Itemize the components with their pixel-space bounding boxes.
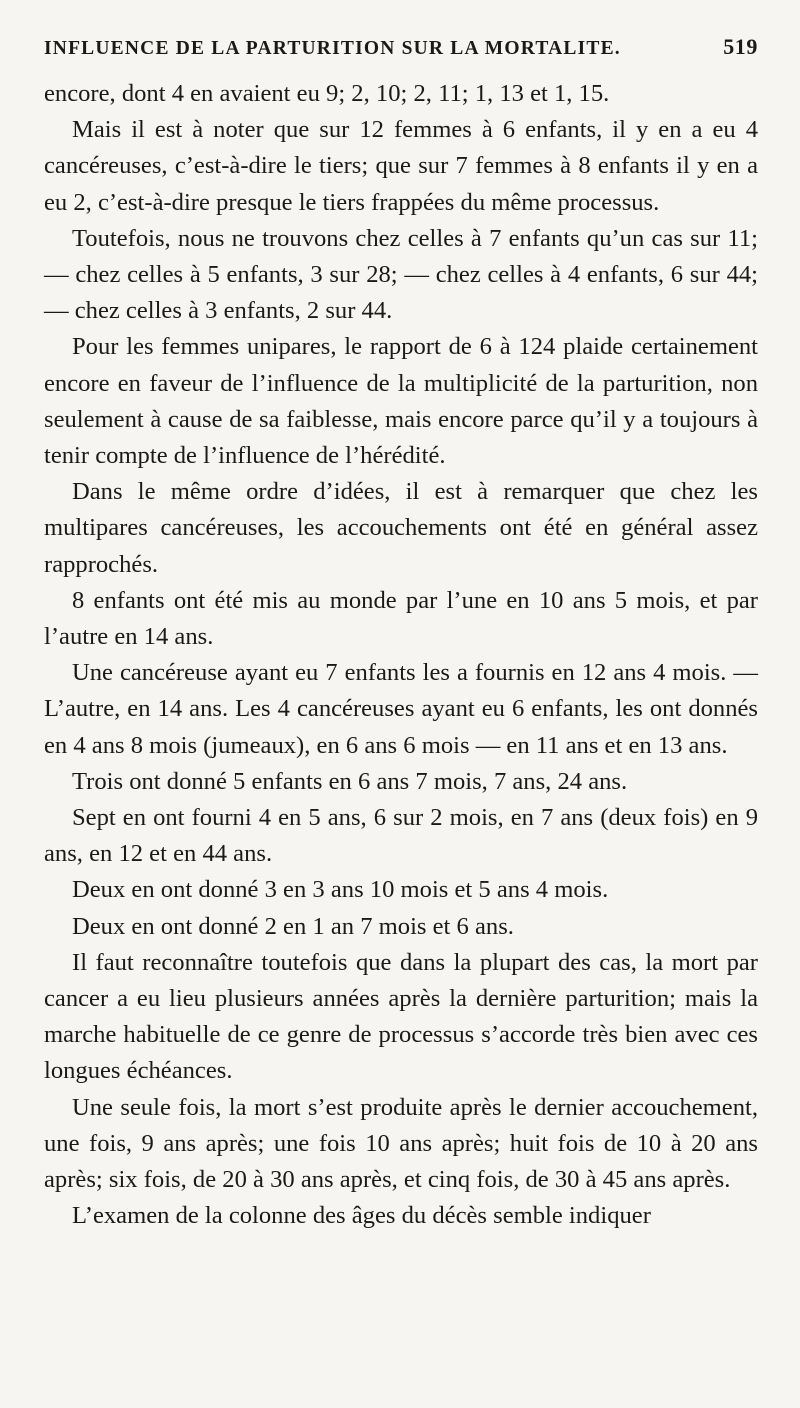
paragraph-continuation: encore, dont 4 en avaient eu 9; 2, 10; 2, 11; 1, 13 et 1, 15. — [44, 80, 610, 107]
page-body — [44, 76, 758, 1235]
paragraph: Une cancéreuse ayant eu 7 enfants les a fournis en 12 ans 4 mois. — L’autre, en 14 ans. Les 4 cancéreuses ayant eu 6 enfants, les ont donnés en 4 ans 8 mois (jumeaux), en 6 ans 6 mois — en 11 ans et en 13 ans. — [44, 659, 758, 759]
running-header — [44, 34, 758, 74]
paragraph: Toutefois, nous ne trouvons chez celles à 7 enfants qu’un cas sur 11; — chez celles à 5 enfants, 3 sur 28; — chez celles à 4 enfants, 6 sur 44; — chez celles à 3 enfants, 2 sur 44. — [44, 224, 758, 325]
running-title: INFLUENCE DE LA PARTURITION SUR LA MORTALITE. — [44, 38, 621, 59]
paragraph: Il faut reconnaître toutefois que dans la plupart des cas, la mort par cancer a eu lieu plusieurs années après la dernière parturition; mais la marche habituelle de ce genre de processus s’accorde très bien avec ces longues échéances. — [44, 948, 758, 1085]
paragraph: Une seule fois, la mort s’est produite après le dernier accouchement, une fois, 9 ans après; une fois 10 ans après; huit fois de 10 à 20 ans après; six fois, de 20 à 30 ans après, et cinq fois, de 30 à 45 ans après. — [44, 1093, 758, 1194]
paragraph: Pour les femmes unipares, le rapport de 6 à 124 plaide certainement encore en faveur de l’influence de la multiplicité de la parturition, non seulement à cause de sa faiblesse, mais encore parce qu’il y a toujours à tenir compte de l’influence de l’hérédité. — [44, 333, 758, 470]
page-number: 519 — [723, 34, 758, 59]
paragraph: Trois ont donné 5 enfants en 6 ans 7 mois, 7 ans, 24 ans. — [72, 767, 628, 795]
paragraph: L’examen de la colonne des âges du décès semble indiquer — [72, 1202, 651, 1230]
paragraph: Sept en ont fourni 4 en 5 ans, 6 sur 2 mois, en 7 ans (deux fois) en 9 ans, en 12 et en 44 ans. — [44, 804, 758, 868]
paragraph: Deux en ont donné 2 en 1 an 7 mois et 6 ans. — [72, 912, 514, 940]
paragraph: 8 enfants ont été mis au monde par l’une en 10 ans 5 mois, et par l’autre en 14 ans. — [44, 586, 758, 651]
paragraph: Dans le même ordre d’idées, il est à remarquer que chez les multipares cancéreuses, les accouchements ont été en général assez rapprochés. — [44, 478, 758, 578]
paragraph: Mais il est à noter que sur 12 femmes à 6 enfants, il y en a eu 4 cancéreuses, c’est-à-dire le tiers; que sur 7 femmes à 8 enfants il y en a eu 2, c’est-à-dire presque le tiers frappées du même processus. — [44, 116, 758, 216]
paragraph: Deux en ont donné 3 en 3 ans 10 mois et 5 ans 4 mois. — [72, 876, 609, 904]
